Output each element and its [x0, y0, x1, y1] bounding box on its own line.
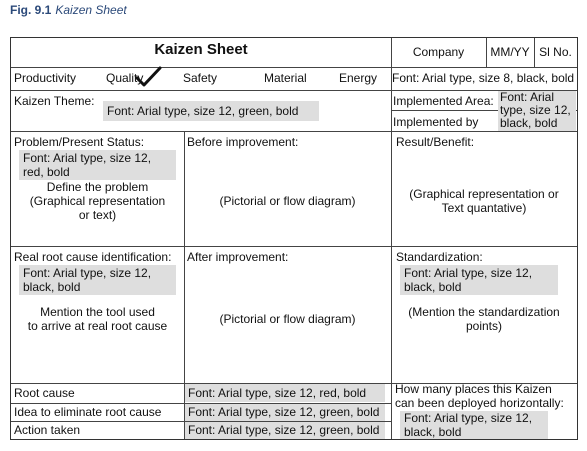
problem-note-line: Font: Arial type, size 12,: [23, 151, 152, 165]
divider: [391, 38, 392, 439]
divider: [184, 131, 185, 383]
category-material: Material: [264, 71, 307, 85]
category-font-note: Font: Arial type, size 8, black, bold: [392, 71, 575, 85]
standardization-font-note: [400, 265, 558, 295]
standardization-note-line: black, bold: [404, 280, 462, 294]
implemented-note-line: black, bold: [500, 116, 558, 130]
standardization-note-line: Font: Arial type, size 12,: [404, 266, 533, 280]
divider: [11, 131, 577, 132]
deploy-label-line: can been deployed horizontally:: [395, 396, 564, 410]
deploy-note-line: Font: Arial type, size 12,: [404, 411, 533, 425]
sl-no-label: Sl No.: [539, 45, 572, 59]
root-cause-font-note: [19, 265, 176, 295]
standardization-text-line: points): [465, 319, 503, 333]
deploy-font-note: [400, 411, 548, 439]
root-cause-text-line: Mention the tool used: [40, 305, 155, 319]
problem-text-line: (Graphical representation: [29, 194, 166, 208]
after-improvement-text: (Pictorial or flow diagram): [219, 312, 356, 326]
before-improvement-text: (Pictorial or flow diagram): [219, 194, 356, 208]
implemented-font-note: [498, 91, 576, 131]
after-improvement-label: After improvement:: [187, 250, 289, 264]
category-safety: Safety: [183, 71, 218, 85]
figure-title: Kaizen Sheet: [55, 3, 127, 17]
before-improvement-label: Before improvement:: [187, 135, 299, 149]
root-cause-text-line: to arrive at real root cause: [27, 319, 168, 333]
root-cause-identification-label: Real root cause identification:: [14, 250, 172, 264]
category-quality: Quality: [106, 71, 144, 85]
root-cause-row-label: Root cause: [14, 386, 75, 400]
problem-text-line: or text): [78, 208, 117, 222]
implemented-note-line: Font: Arial: [500, 90, 555, 104]
divider: [11, 67, 577, 68]
sheet-title: Kaizen Sheet: [154, 41, 248, 58]
theme-font-note: Font: Arial type, size 12, green, bold: [103, 101, 319, 121]
checkmark-icon: [134, 66, 162, 88]
category-energy: Energy: [339, 71, 378, 85]
figure-caption: [10, 3, 127, 17]
result-benefit-label: Result/Benefit:: [396, 135, 475, 149]
problem-text-line: Define the problem: [46, 180, 149, 194]
figure-label: Fig. 9.1: [10, 3, 52, 17]
deploy-label-line: How many places this Kaizen: [395, 382, 552, 396]
mm-yy-label: MM/YY: [490, 45, 530, 59]
deploy-note-line: black, bold: [404, 425, 462, 439]
implemented-note-line: type, size 12,: [500, 103, 571, 117]
action-taken-note: Font: Arial type, size 12, green, bold: [185, 422, 385, 439]
problem-text: [11, 180, 184, 222]
divider: [11, 246, 577, 247]
deploy-label: [395, 382, 564, 410]
problem-note-line: red, bold: [23, 165, 70, 179]
root-cause-row-note: Font: Arial type, size 12, red, bold: [185, 384, 385, 402]
standardization-text: [391, 305, 577, 333]
kaizen-theme-label: Kaizen Theme:: [14, 94, 95, 108]
implemented-by-label: Implemented by: [393, 115, 479, 129]
company-label: Company: [412, 45, 465, 59]
result-text-line: Text quantative): [441, 201, 527, 215]
root-cause-text: [11, 305, 184, 333]
root-cause-note-line: black, bold: [23, 280, 81, 294]
idea-row-label: Idea to eliminate root cause: [14, 405, 162, 419]
result-benefit-text: [391, 187, 577, 215]
result-text-line: (Graphical representation or: [409, 187, 559, 201]
action-taken-label: Action taken: [14, 423, 81, 437]
divider: [11, 90, 577, 91]
root-cause-note-line: Font: Arial type, size 12,: [23, 266, 152, 280]
standardization-label: Standardization:: [396, 250, 483, 264]
category-productivity: Productivity: [14, 71, 77, 85]
implemented-area-label: Implemented Area:: [393, 94, 494, 108]
problem-status-label: Problem/Present Status:: [14, 135, 145, 149]
kaizen-sheet: [10, 37, 578, 440]
problem-font-note: [19, 150, 176, 180]
standardization-text-line: (Mention the standardization: [408, 305, 560, 319]
idea-row-note: Font: Arial type, size 12, green, bold: [185, 404, 385, 421]
